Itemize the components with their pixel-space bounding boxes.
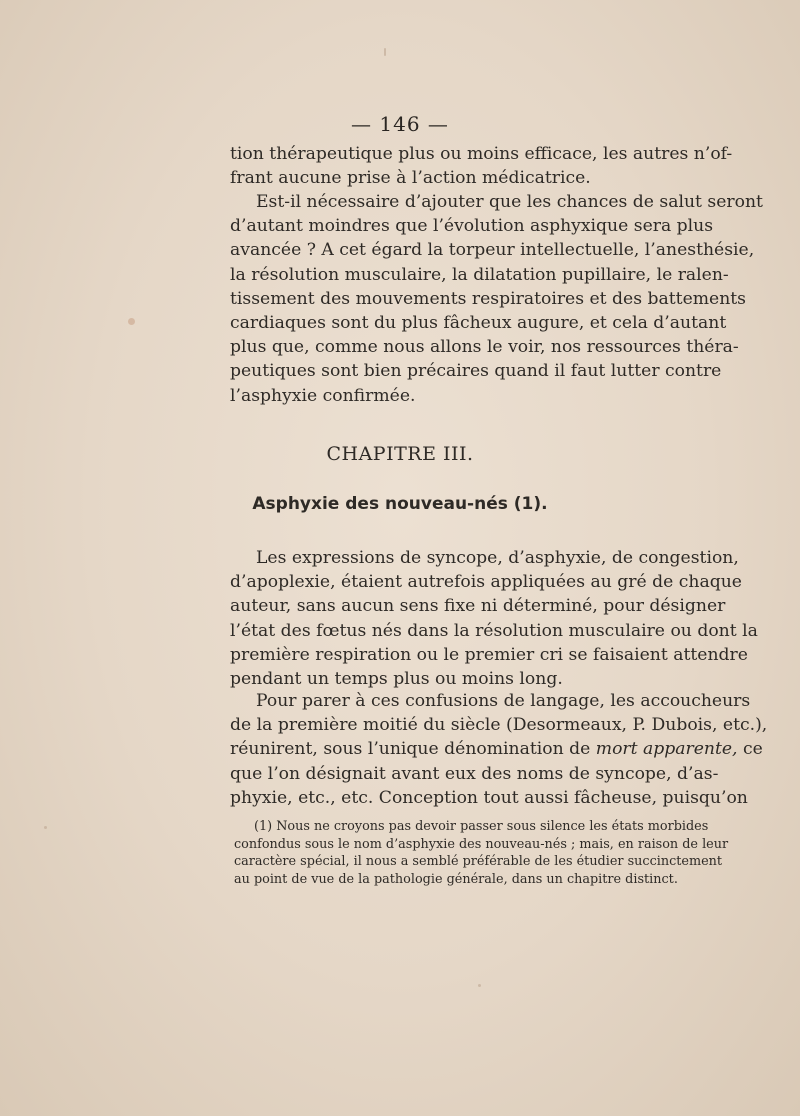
text-line: plus que, comme nous allons le voir, nos ressources théra- bbox=[230, 337, 739, 358]
text-line: d’apoplexie, étaient autrefois appliquées au gré de chaque bbox=[230, 572, 742, 593]
footnote-line: (1) Nous ne croyons pas devoir passer sous silence les états morbides bbox=[254, 819, 709, 834]
text-line: l’état des fœtus nés dans la résolution musculaire ou dont la bbox=[230, 620, 758, 641]
footnote-line: au point de vue de la pathologie générale, dans un chapitre distinct. bbox=[234, 871, 678, 887]
text-line: auteur, sans aucun sens fixe ni déterminé, pour désigner bbox=[230, 596, 726, 617]
footnote-line: confondus sous le nom d’asphyxie des nouveau-nés ; mais, en raison de leur bbox=[234, 836, 729, 852]
paper-speck bbox=[384, 48, 386, 56]
paper-speck bbox=[478, 984, 481, 987]
paper-speck bbox=[128, 318, 135, 325]
text-line: phyxie, etc., etc. Conception tout aussi fâcheuse, puisqu’on bbox=[230, 787, 748, 808]
text-line: pendant un temps plus ou moins long. bbox=[230, 669, 563, 690]
text-line: peutiques sont bien précaires quand il faut lutter contre bbox=[230, 361, 722, 382]
text-line: Est-il nécessaire d’ajouter que les chances de salut seront bbox=[256, 192, 763, 212]
text-line: d’autant moindres que l’évolution asphyxique sera plus bbox=[230, 216, 714, 237]
text-line-with-italic bbox=[230, 737, 763, 761]
text-line: Pour parer à ces confusions de langage, les accoucheurs bbox=[256, 691, 751, 711]
italic-term: mort apparente, bbox=[595, 739, 738, 760]
text-line: cardiaques sont du plus fâcheux augure, et cela d’autant bbox=[230, 313, 727, 334]
text-line: tion thérapeutique plus ou moins efficace, les autres n’of- bbox=[230, 144, 733, 164]
third-paragraph bbox=[230, 546, 758, 691]
text-segment: réunirent, sous l’unique dénomination de bbox=[230, 739, 596, 760]
section-title: Asphyxie des nouveau-nés (1). bbox=[252, 494, 548, 514]
text-line: l’asphyxie confirmée. bbox=[230, 385, 416, 406]
text-line: frant aucune prise à l’action médicatrice. bbox=[230, 168, 591, 189]
text-line: tissement des mouvements respiratoires et des battements bbox=[230, 288, 747, 309]
fourth-paragraph bbox=[230, 689, 768, 810]
top-paragraph bbox=[230, 142, 733, 190]
paper-speck bbox=[44, 826, 47, 829]
text-segment: ce bbox=[737, 739, 763, 760]
footnote-line: caractère spécial, il nous a semblé préférable de les étudier succinctement bbox=[234, 854, 723, 869]
text-line: première respiration ou le premier cri se faisaient attendre bbox=[230, 644, 748, 665]
text-line: Les expressions de syncope, d’asphyxie, de congestion, bbox=[256, 548, 739, 568]
second-paragraph bbox=[230, 190, 763, 408]
page-number: — 146 — bbox=[351, 112, 449, 136]
text-line: avancée ? A cet égard la torpeur intellectuelle, l’anesthésie, bbox=[230, 240, 755, 261]
footnote bbox=[234, 818, 729, 888]
text-line: de la première moitié du siècle (Desormeaux, P. Dubois, etc.), bbox=[230, 715, 768, 736]
text-line: la résolution musculaire, la dilatation pupillaire, le ralen- bbox=[230, 264, 729, 285]
chapter-title: CHAPITRE III. bbox=[326, 443, 474, 465]
text-line: que l’on désignait avant eux des noms de syncope, d’as- bbox=[230, 763, 719, 784]
